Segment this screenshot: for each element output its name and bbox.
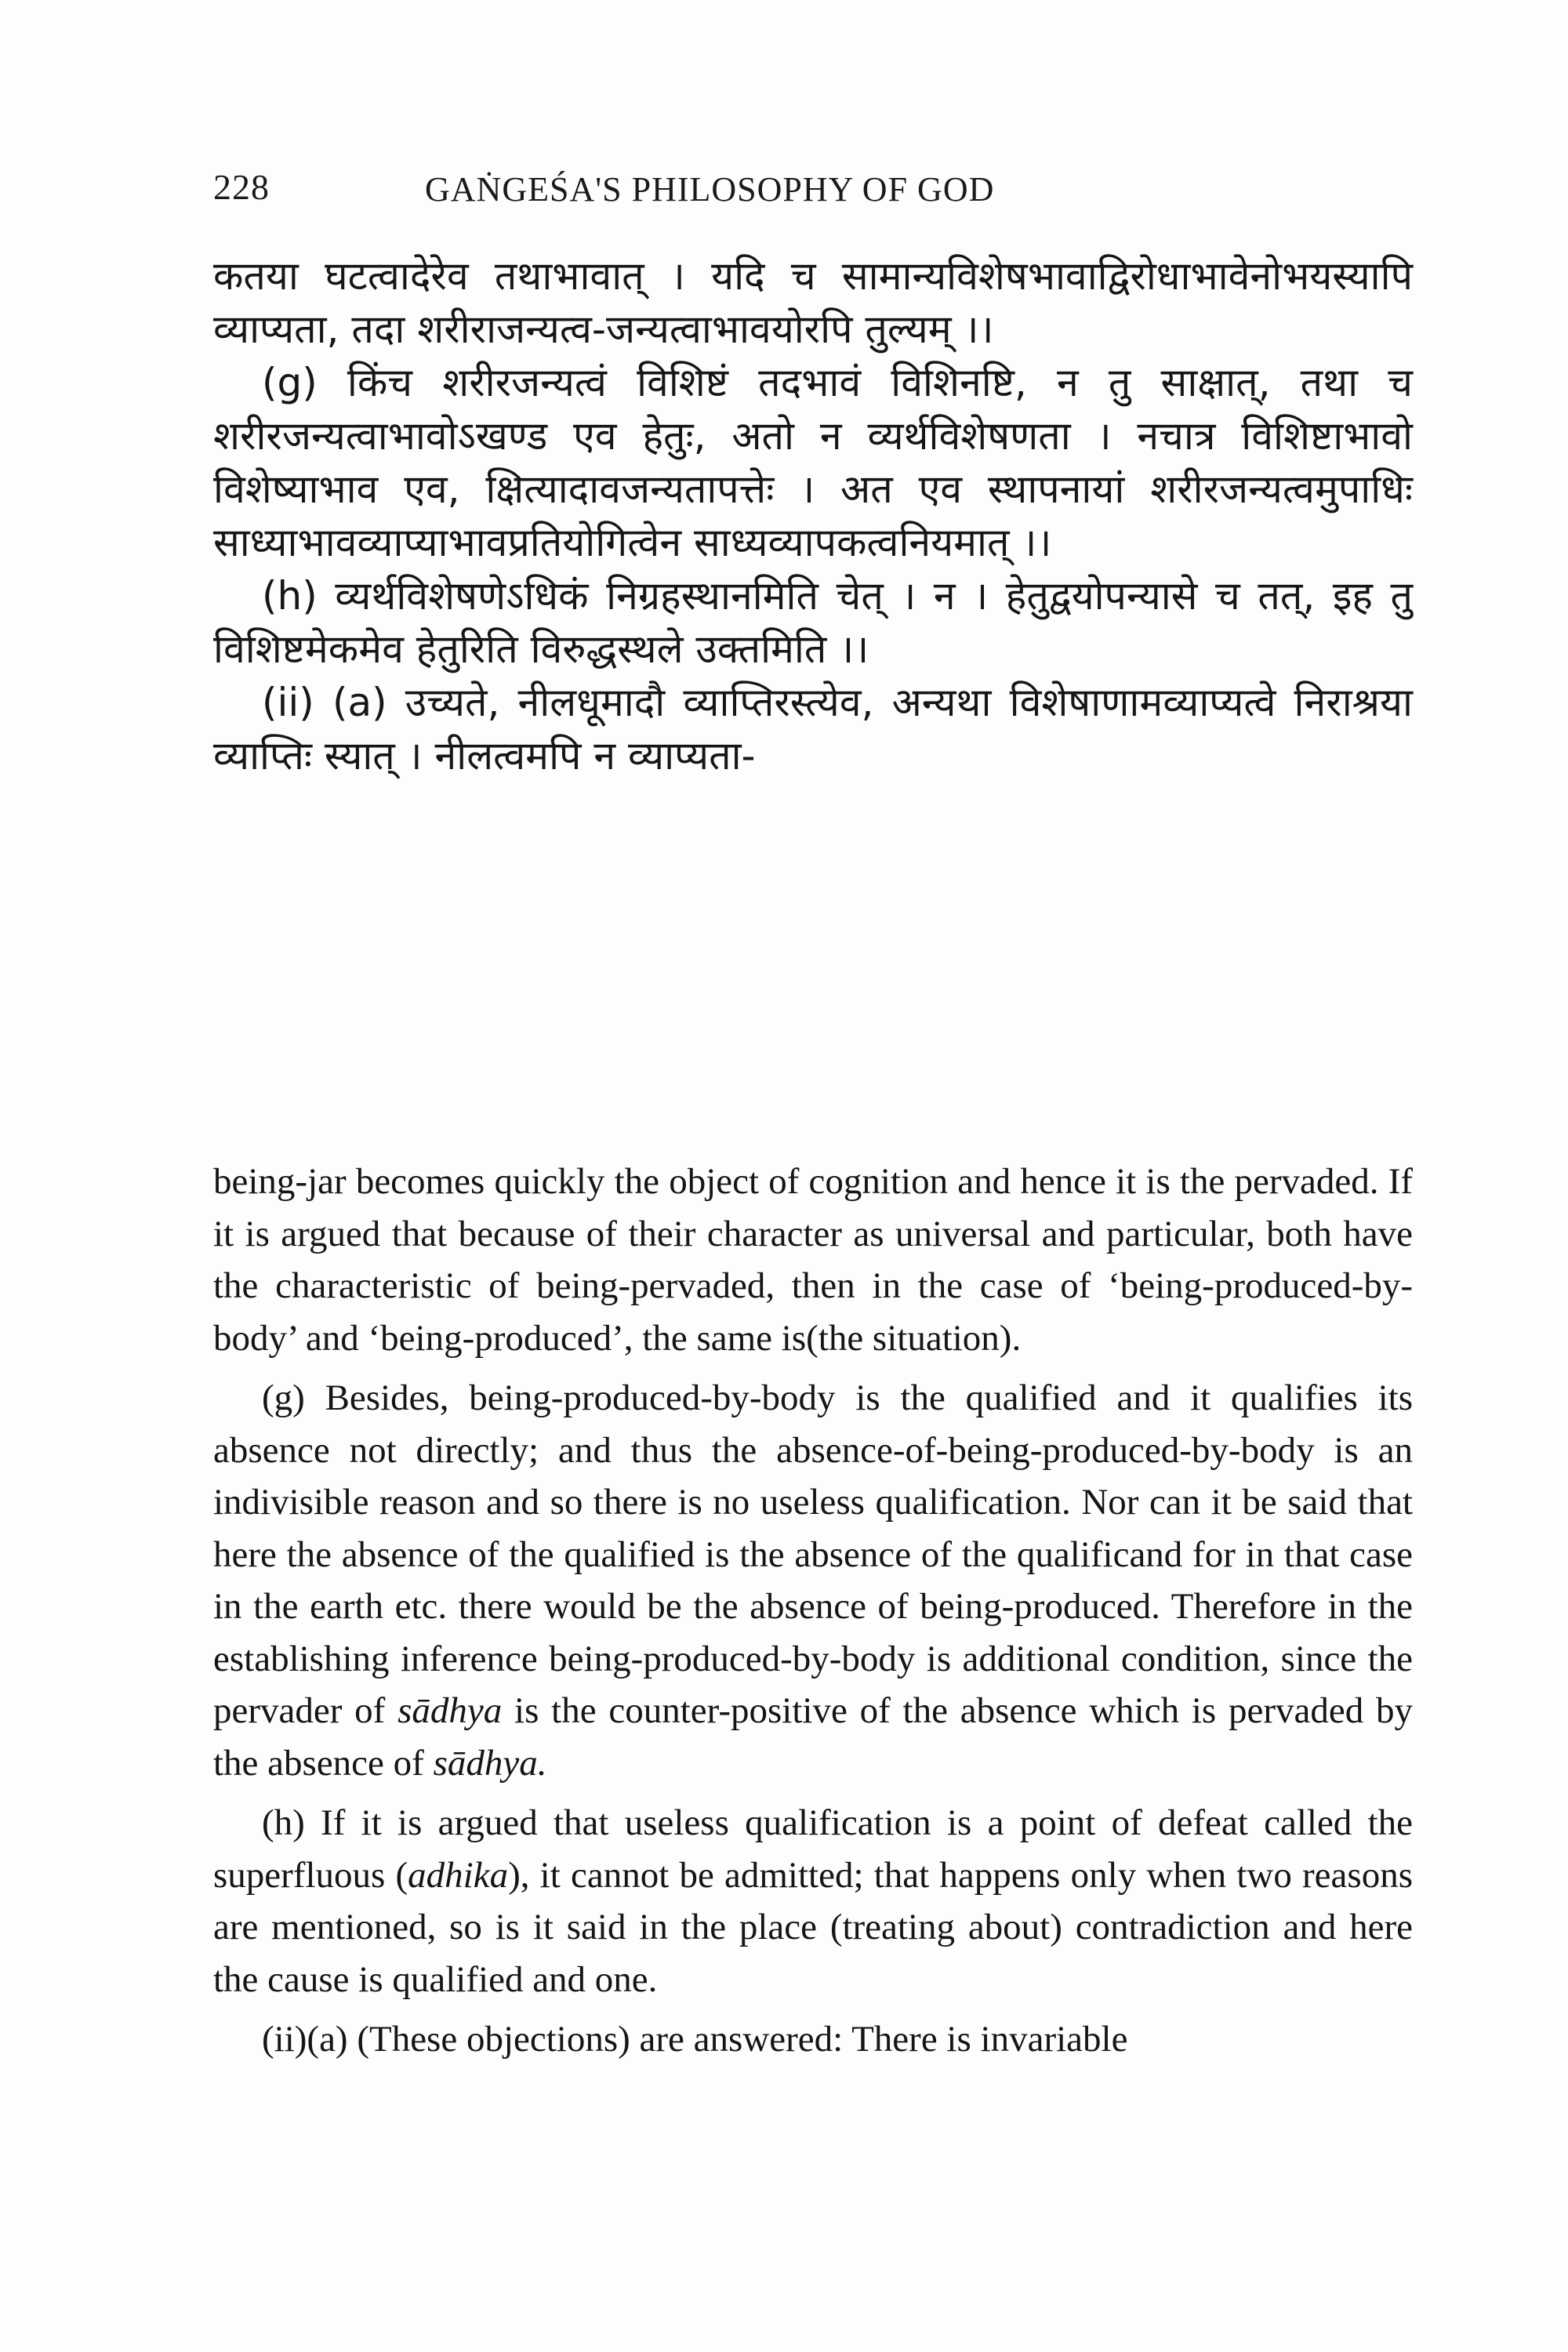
sanskrit-paragraph-ii: (ii) (a) उच्यते, नीलधूमादौ व्याप्तिरस्त्येव, अन्यथा विशेषाणामव्याप्यत्वे निराश्रया व्याप्तिः स्यात् । नीलत्वमपि न व्याप्यता- — [213, 680, 1413, 779]
english-paragraph-g-text-a: (g) Besides, being-produced-by-body is the qualified and it qualifies its absence not directly; and thus the absence-of-being-produced-by-body is an indivisible reason and so there is no useless qualification. Nor can it be said that here the absence of the qualified is the absence of the qualificand for in that case in the earth etc. there would be the absence of being-produced. Therefore in the establishing inference being-produced-by-body is additional condition, since the pervader of — [213, 1377, 1413, 1731]
page-number: 228 — [213, 167, 270, 207]
english-paragraph-h — [213, 1797, 1413, 2005]
running-head: GAṄGEŚA'S PHILOSOPHY OF GOD — [425, 170, 995, 209]
english-paragraph-g-text-b: is the counter-positive of the absence which is pervaded by the absence of — [213, 1690, 1414, 1784]
sanskrit-paragraph-h: (h) व्यर्थविशेषणेऽधिकं निग्रहस्थानमिति चेत् । न । हेतुद्वयोपन्यासे च तत्, इह तु विशिष्टमेकमेव हेतुरिति विरुद्धस्थले उक्तमिति ।। — [213, 573, 1413, 672]
english-paragraph-h-text-b: ), it cannot be admitted; that happens only when two reasons are mentioned, so is it said in the place (treating about) contradiction and here the cause is qualified and one. — [213, 1854, 1413, 2000]
term-sadhya: sādhya. — [433, 1742, 547, 1784]
sanskrit-text-block — [213, 249, 1413, 782]
term-sadhya: sādhya — [397, 1690, 503, 1731]
sanskrit-paragraph-g: (g) किंच शरीरजन्यत्वं विशिष्टं तदभावं विशिनष्टि, न तु साक्षात्, तथा च शरीरजन्यत्वाभावोऽखण्ड एव हेतुः, अतो न व्यर्थविशेषणता । नचात्र विशिष्टाभावो विशेष्याभाव एव, क्षित्यादावजन्यतापत्तेः । अत एव स्थापनायां शरीरजन्यत्वमुपाधिः साध्याभावव्याप्याभावप्रतियोगित्वेन साध्यव्यापकत्वनियमात् ।। — [213, 360, 1413, 565]
english-paragraph-ii: (ii)(a) (These objections) are answered: There is invariable — [262, 2019, 1128, 2060]
english-paragraph-intro: being-jar becomes quickly the object of cognition and hence it is the pervaded. If it is argued that because of their character as universal and particular, both have the characteristic of being-pervaded, then in the case of ‘being-produced-by-body’ and ‘being-produced’, the same is(the situation). — [213, 1161, 1413, 1359]
english-paragraph-g — [213, 1372, 1413, 1789]
english-paragraph-h-text-a: (h) If it is argued that useless qualification is a point of defeat called the superfluous ( — [213, 1802, 1413, 1896]
page-header — [213, 166, 1413, 213]
sanskrit-paragraph-intro: कतया घटत्वादेरेव तथाभावात् । यदि च सामान्यविशेषभावाद्विरोधाभावेनोभयस्यापि व्याप्यता, तदा शरीराजन्यत्व-जन्यत्वाभावयोरपि तुल्यम् ।। — [213, 253, 1413, 352]
term-adhika: adhika — [408, 1854, 509, 1896]
english-translation-block — [213, 1156, 1413, 2066]
